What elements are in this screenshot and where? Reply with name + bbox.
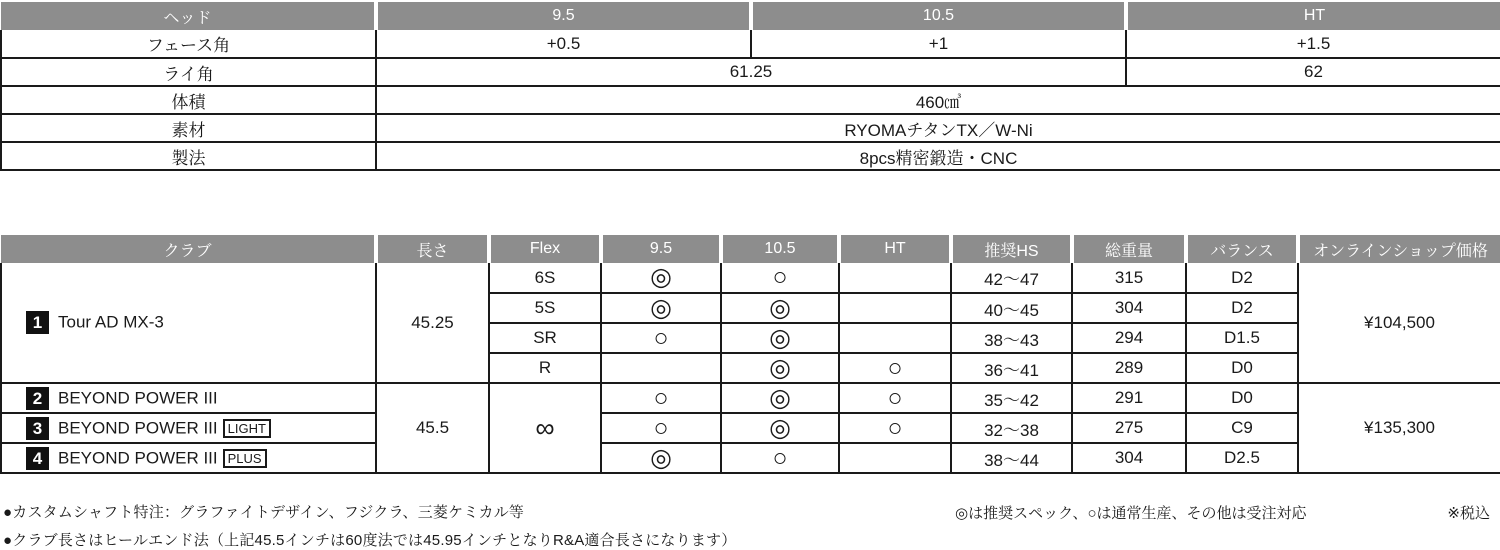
club-cell-tour-ad bbox=[1, 263, 376, 383]
lie-angle-ht: 62 bbox=[1126, 58, 1500, 86]
tax-included-note: ※税込 bbox=[1447, 505, 1490, 522]
mark-105: ○ bbox=[721, 443, 839, 473]
length-cell-group2: 45.5 bbox=[376, 383, 489, 473]
header-balance: バランス bbox=[1186, 235, 1298, 263]
flex-cell: R bbox=[489, 353, 601, 383]
mark-ht: ○ bbox=[839, 353, 951, 383]
marks-legend: ◎は推奨スペック、○は通常生産、その他は受注対応 bbox=[955, 505, 1307, 522]
mark-95: ○ bbox=[601, 323, 721, 353]
spec-row-6s bbox=[1, 263, 1500, 293]
mark-ht bbox=[839, 323, 951, 353]
club-cell-beyond-light bbox=[1, 413, 376, 443]
length-cell-group1: 45.25 bbox=[376, 263, 489, 383]
volume-value: 460㎤ bbox=[376, 86, 1500, 114]
mark-95 bbox=[601, 353, 721, 383]
club-name: Tour AD MX-3 bbox=[58, 312, 164, 332]
material-label: 素材 bbox=[1, 114, 376, 142]
mark-95: ◎ bbox=[601, 443, 721, 473]
mark-105: ◎ bbox=[721, 323, 839, 353]
mark-95: ◎ bbox=[601, 263, 721, 293]
row-lie-angle bbox=[1, 58, 1500, 86]
note-custom-shaft: ●カスタムシャフト特注：グラファイトデザイン、フジクラ、三菱ケミカル等 bbox=[3, 504, 525, 521]
weight-cell: 315 bbox=[1072, 263, 1186, 293]
balance-cell: C9 bbox=[1186, 413, 1298, 443]
face-angle-label: フェース角 bbox=[1, 30, 376, 58]
header-loft-ht: HT bbox=[1126, 2, 1500, 30]
hs-cell: 38〜43 bbox=[951, 323, 1072, 353]
weight-cell: 304 bbox=[1072, 293, 1186, 323]
balance-cell: D2 bbox=[1186, 263, 1298, 293]
header-ht: HT bbox=[839, 235, 951, 263]
club-number-badge: 4 bbox=[26, 447, 49, 470]
club-number-badge: 1 bbox=[26, 311, 49, 334]
balance-cell: D0 bbox=[1186, 353, 1298, 383]
club-name: BEYOND POWER III bbox=[58, 388, 218, 407]
club-spec-table bbox=[0, 235, 1500, 474]
row-volume bbox=[1, 86, 1500, 114]
header-online-shop-price: オンラインショップ価格 bbox=[1298, 235, 1500, 263]
construction-value: 8pcs精密鍛造・CNC bbox=[376, 142, 1500, 170]
mark-105: ○ bbox=[721, 263, 839, 293]
balance-cell: D0 bbox=[1186, 383, 1298, 413]
club-cell-beyond-plus bbox=[1, 443, 376, 473]
club-number-badge: 3 bbox=[26, 417, 49, 440]
weight-cell: 289 bbox=[1072, 353, 1186, 383]
header-95: 9.5 bbox=[601, 235, 721, 263]
header-flex: Flex bbox=[489, 235, 601, 263]
club-number-badge: 2 bbox=[26, 387, 49, 410]
mark-95: ◎ bbox=[601, 293, 721, 323]
mark-ht: ○ bbox=[839, 383, 951, 413]
mark-ht bbox=[839, 263, 951, 293]
balance-cell: D2.5 bbox=[1186, 443, 1298, 473]
hs-cell: 42〜47 bbox=[951, 263, 1072, 293]
hs-cell: 38〜44 bbox=[951, 443, 1072, 473]
row-material bbox=[1, 114, 1500, 142]
weight-cell: 291 bbox=[1072, 383, 1186, 413]
spec-row-beyond-power-light bbox=[1, 413, 1500, 443]
header-club: クラブ bbox=[1, 235, 376, 263]
mark-ht bbox=[839, 443, 951, 473]
mark-ht bbox=[839, 293, 951, 323]
price-cell-group2: ¥135,300 bbox=[1298, 383, 1500, 473]
club-tag-light: LIGHT bbox=[223, 419, 271, 438]
balance-cell: D2 bbox=[1186, 293, 1298, 323]
hs-cell: 35〜42 bbox=[951, 383, 1072, 413]
head-spec-table bbox=[0, 2, 1500, 171]
mark-105: ◎ bbox=[721, 353, 839, 383]
header-head: ヘッド bbox=[1, 2, 376, 30]
material-value: RYOMAチタンTX／W-Ni bbox=[376, 114, 1500, 142]
row-face-angle bbox=[1, 30, 1500, 58]
construction-label: 製法 bbox=[1, 142, 376, 170]
note-club-length: ●クラブ長さはヒールエンド法（上記45.5インチは60度法では45.95インチとなりR&A適合長さになります） bbox=[3, 532, 737, 549]
header-loft-105: 10.5 bbox=[751, 2, 1126, 30]
club-name: BEYOND POWER III bbox=[58, 448, 218, 467]
balance-cell: D1.5 bbox=[1186, 323, 1298, 353]
face-angle-105: +1 bbox=[751, 30, 1126, 58]
volume-label: 体積 bbox=[1, 86, 376, 114]
club-cell-beyond bbox=[1, 383, 376, 413]
weight-cell: 304 bbox=[1072, 443, 1186, 473]
mark-105: ◎ bbox=[721, 293, 839, 323]
club-name: BEYOND POWER III bbox=[58, 418, 218, 437]
flex-cell: 5S bbox=[489, 293, 601, 323]
flex-infinity-cell: ∞ bbox=[489, 383, 601, 473]
weight-cell: 294 bbox=[1072, 323, 1186, 353]
lie-angle-95-105: 61.25 bbox=[376, 58, 1126, 86]
mark-105: ◎ bbox=[721, 413, 839, 443]
header-recommended-hs: 推奨HS bbox=[951, 235, 1072, 263]
mark-105: ◎ bbox=[721, 383, 839, 413]
header-total-weight: 総重量 bbox=[1072, 235, 1186, 263]
head-table-header-row bbox=[1, 2, 1500, 30]
lie-angle-label: ライ角 bbox=[1, 58, 376, 86]
spec-table-header-row bbox=[1, 235, 1500, 263]
row-construction bbox=[1, 142, 1500, 170]
flex-cell: 6S bbox=[489, 263, 601, 293]
header-105: 10.5 bbox=[721, 235, 839, 263]
club-tag-plus: PLUS bbox=[223, 449, 267, 468]
flex-cell: SR bbox=[489, 323, 601, 353]
mark-95: ○ bbox=[601, 383, 721, 413]
header-length: 長さ bbox=[376, 235, 489, 263]
face-angle-ht: +1.5 bbox=[1126, 30, 1500, 58]
weight-cell: 275 bbox=[1072, 413, 1186, 443]
mark-95: ○ bbox=[601, 413, 721, 443]
hs-cell: 32〜38 bbox=[951, 413, 1072, 443]
header-loft-95: 9.5 bbox=[376, 2, 751, 30]
hs-cell: 40〜45 bbox=[951, 293, 1072, 323]
spec-row-beyond-power-plus bbox=[1, 443, 1500, 473]
hs-cell: 36〜41 bbox=[951, 353, 1072, 383]
spec-row-beyond-power bbox=[1, 383, 1500, 413]
face-angle-95: +0.5 bbox=[376, 30, 751, 58]
mark-ht: ○ bbox=[839, 413, 951, 443]
price-cell-group1: ¥104,500 bbox=[1298, 263, 1500, 383]
